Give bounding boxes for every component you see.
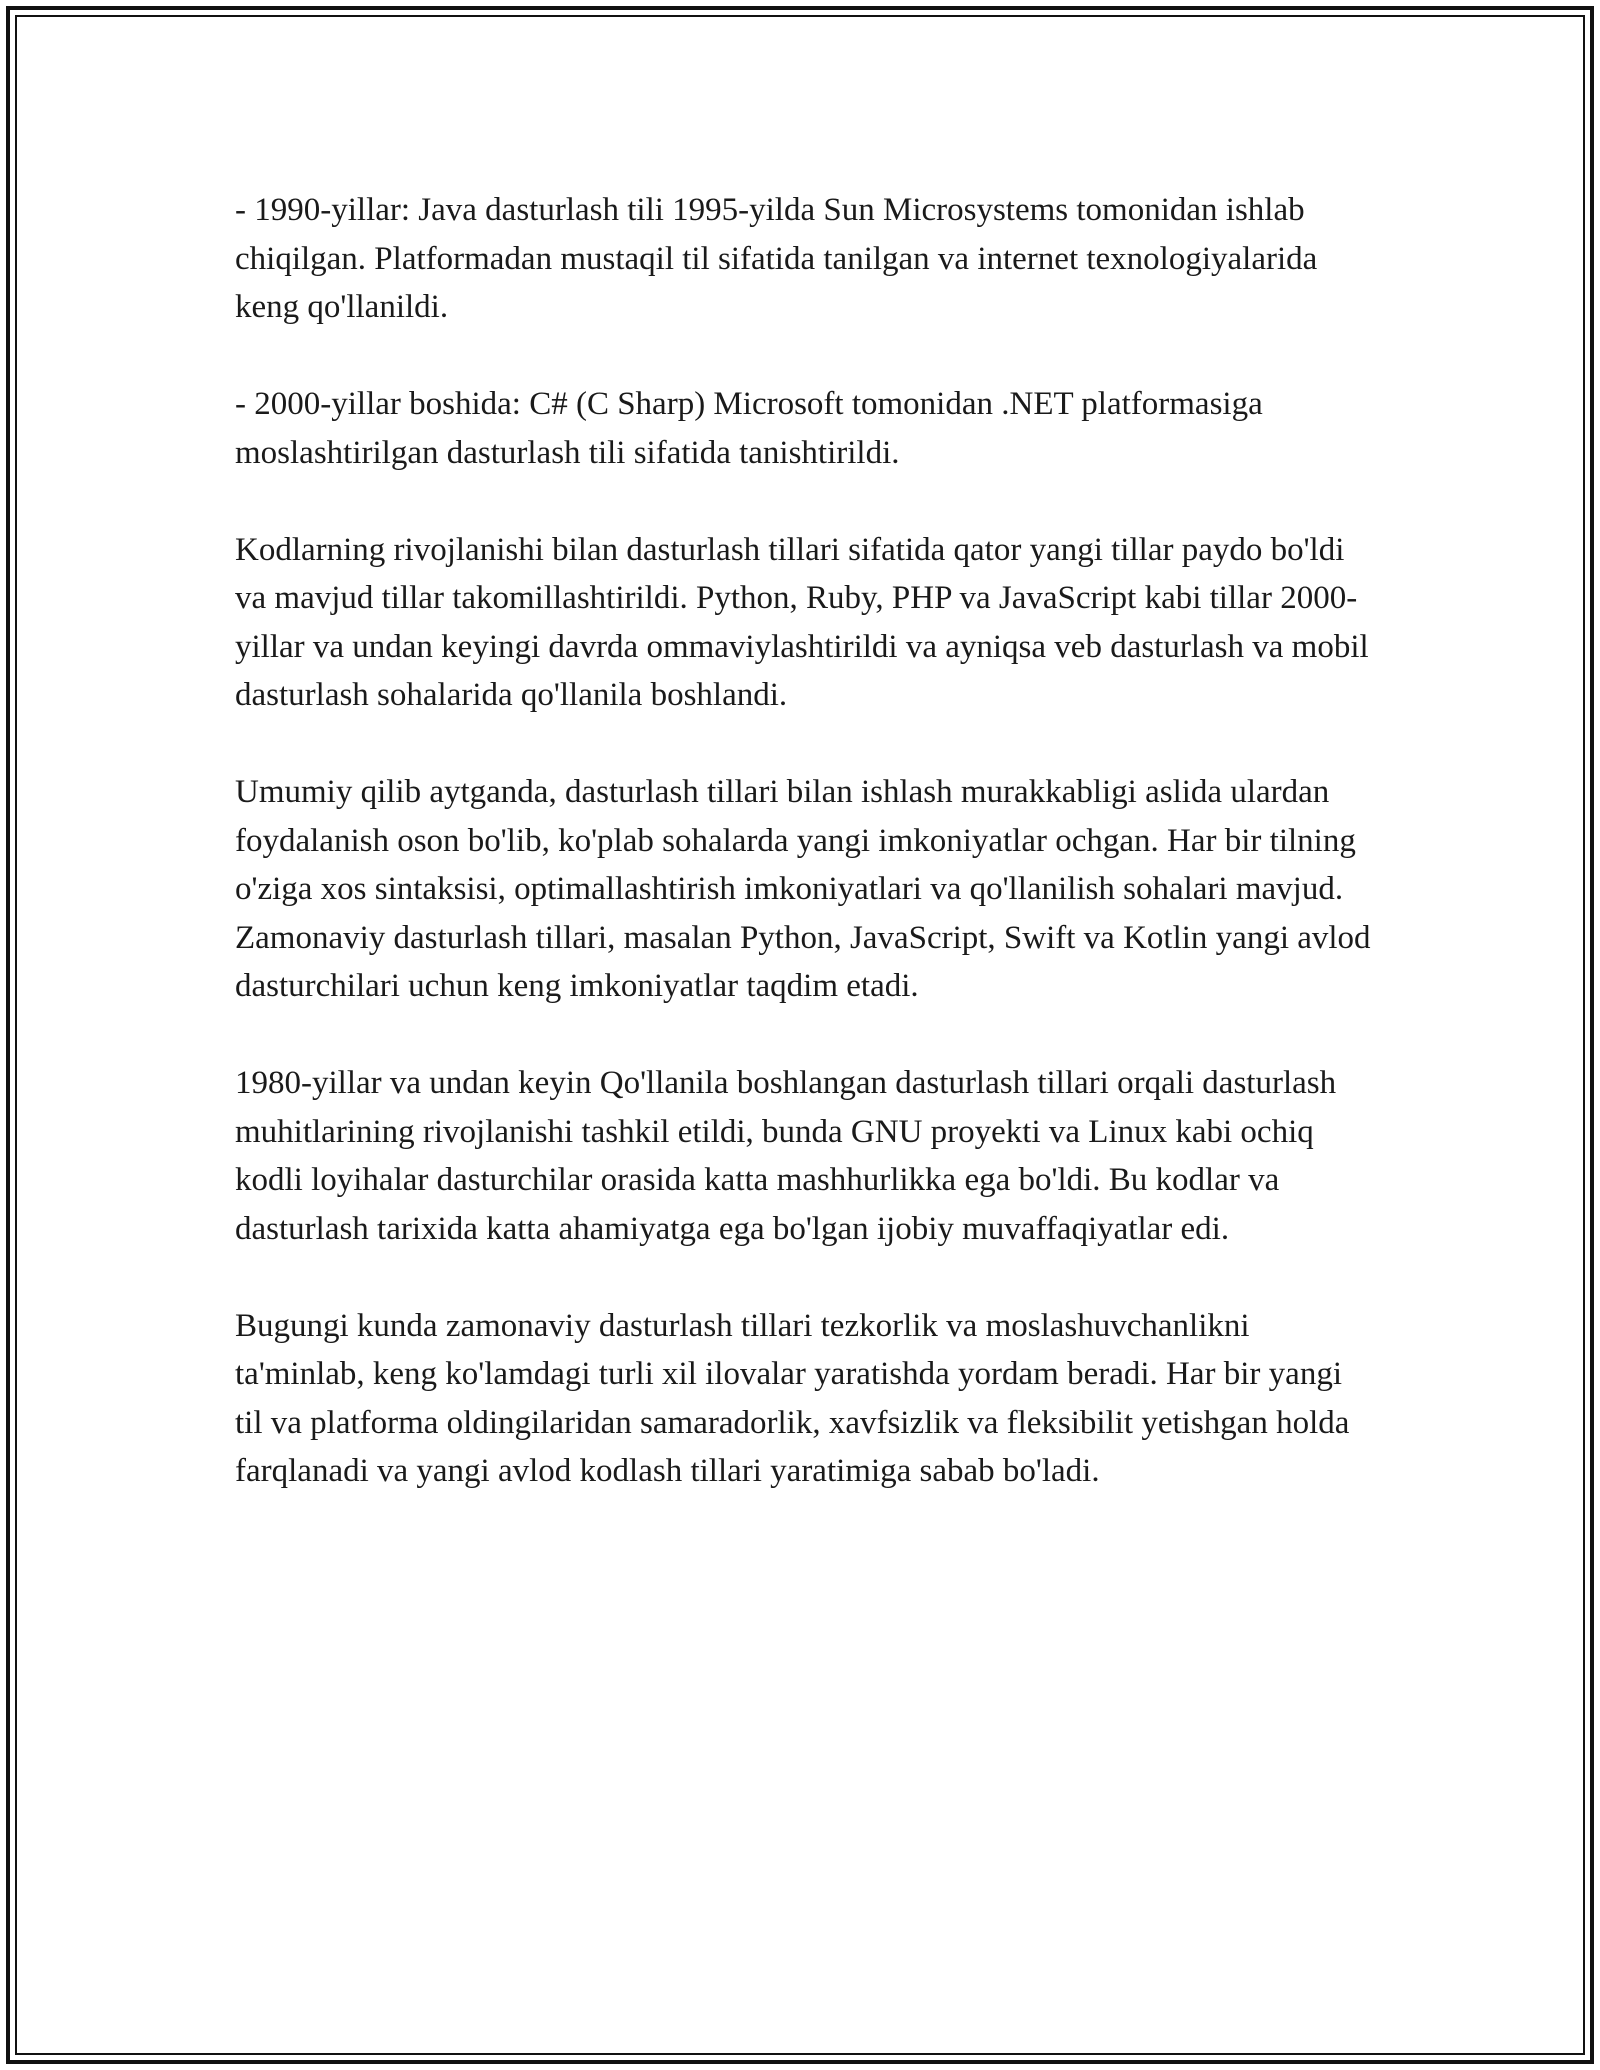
paragraph-modern-languages: Bugungi kunda zamonaviy dasturlash tillari tezkorlik va moslashuvchanlikni ta'minlab, keng ko'lamdagi turli xil ilovalar yaratishda yordam beradi. Har bir yangi til va platforma oldingilaridan samaradorlik, xavfsizlik va fleksibilit yetishgan holda farqlanadi va yangi avlod kodlash tillari yaratimiga sabab bo'ladi. xyxy=(235,1307,1350,1489)
paragraph-csharp-2000s: - 2000-yillar boshida: C# (C Sharp) Microsoft tomonidan .NET platformasiga moslashtirilgan dasturlash tili sifatida tanishtirildi. xyxy=(235,386,1263,471)
document-body xyxy=(235,186,1375,1496)
paragraph-1980s-open-source: 1980-yillar va undan keyin Qo'llanila boshlangan dasturlash tillari orqali dasturlash muhitlarining rivojlanishi tashkil etildi, bunda GNU proyekti va Linux kabi ochiq kodli loyihalar dasturchilar orasida katta mashhurlikka ega bo'ldi. Bu kodlar va dasturlash tarixida katta ahamiyatga ega bo'lgan ijobiy muvaffaqiyatlar edi. xyxy=(235,1065,1337,1247)
paragraph-summary: Umumiy qilib aytganda, dasturlash tillari bilan ishlash murakkabligi aslida ulardan foydalanish oson bo'lib, ko'plab sohalarda yangi imkoniyatlar ochgan. Har bir tilning o'ziga xos sintaksisi, optimallashtirish imkoniyatlari va qo'llanilish sohalari mavjud. Zamonaviy dasturlash tillari, masalan Python, JavaScript, Swift va Kotlin yangi avlod dasturchilari uchun keng imkoniyatlar taqdim etadi. xyxy=(235,774,1371,1004)
paragraph-new-languages: Kodlarning rivojlanishi bilan dasturlash tillari sifatida qator yangi tillar paydo bo'ldi va mavjud tillar takomillashtirildi. Python, Ruby, PHP va JavaScript kabi tillar 2000-yillar va undan keyingi davrda ommaviylashtirildi va ayniqsa veb dasturlash va mobil dasturlash sohalarida qo'llanila boshlandi. xyxy=(235,531,1369,713)
paragraph-java-1990s: - 1990-yillar: Java dasturlash tili 1995-yilda Sun Microsystems tomonidan ishlab chiqilgan. Platformadan mustaqil til sifatida tanilgan va internet texnologiyalarida keng qo'llanildi. xyxy=(235,192,1318,325)
